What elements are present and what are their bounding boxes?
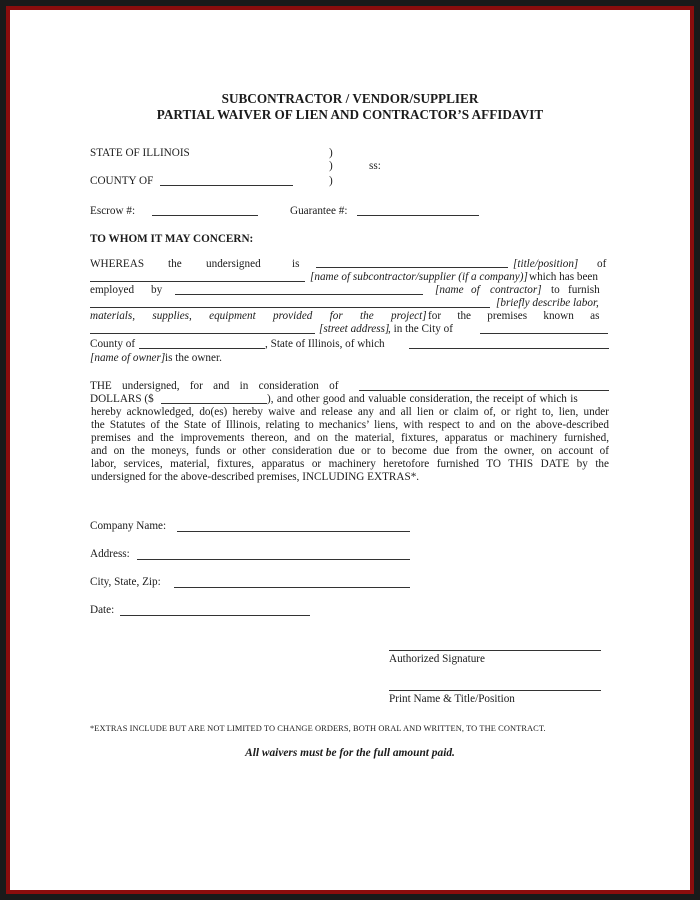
state-label: STATE OF ILLINOIS xyxy=(90,147,190,159)
by-word: by xyxy=(151,284,163,296)
amount-line[interactable] xyxy=(161,403,267,404)
para2-line5: premises and the improvements thereon, and on the material, fixtures, apparatus or machinery furnished, xyxy=(91,432,609,444)
furnish-word: furnish xyxy=(568,284,600,296)
guarantee-line[interactable] xyxy=(357,215,479,216)
briefly-hint: [briefly describe labor, xyxy=(496,297,599,309)
closing-statement: All waivers must be for the full amount paid. xyxy=(245,747,455,759)
escrow-label: Escrow #: xyxy=(90,205,136,217)
owner-hint: [name of owner] xyxy=(90,352,166,364)
street-hint: [street address] xyxy=(319,323,390,335)
city-state-zip-field[interactable] xyxy=(174,587,410,588)
of-hint: of xyxy=(471,284,480,296)
para2-line3: hereby acknowledged, do(es) hereby waive and release any and all lien or claim of, or right to, lien, under xyxy=(91,406,609,418)
undersigned-word: undersigned xyxy=(206,258,261,270)
dollars-text: DOLLARS ($ xyxy=(90,393,154,405)
guarantee-label: Guarantee #: xyxy=(290,205,348,217)
address-field[interactable] xyxy=(137,559,410,560)
escrow-line[interactable] xyxy=(152,215,258,216)
employed-word: employed xyxy=(90,284,135,296)
para2-line2: ), and other good and valuable consideration, the receipt of which is xyxy=(267,393,578,405)
to-word: to xyxy=(551,284,560,296)
name-hint: [name xyxy=(435,284,464,296)
contractor-hint: contractor] xyxy=(490,284,542,296)
premises-text: for the premises known as xyxy=(428,310,600,322)
of-word: of xyxy=(597,258,607,270)
para2-line1: THE undersigned, for and in consideration of xyxy=(90,380,339,392)
state-ill-text: , State of Illinois, of which xyxy=(265,338,385,350)
is-word: is xyxy=(292,258,300,270)
address-label: Address: xyxy=(90,548,130,560)
venue-paren-1: ) xyxy=(329,147,333,159)
title-line-2: PARTIAL WAIVER OF LIEN AND CONTRACTOR’S AFFIDAVIT xyxy=(156,107,544,122)
labor-line[interactable] xyxy=(90,307,490,308)
county-of-line[interactable] xyxy=(139,348,265,349)
date-label: Date: xyxy=(90,604,115,616)
subcontractor-hint: [name of subcontractor/supplier (if a company)] xyxy=(310,271,528,283)
print-name-line[interactable] xyxy=(389,690,601,691)
company-field[interactable] xyxy=(177,531,410,532)
venue-paren-3: ) xyxy=(329,175,333,187)
title-position-hint: [title/position] xyxy=(513,258,579,270)
document-page xyxy=(10,10,690,890)
street-line[interactable] xyxy=(90,333,315,334)
city-text: , in the City of xyxy=(388,323,453,335)
para2-line7: labor, services, material, fixtures, apparatus or machinery heretofore furnished TO THIS DATE by the xyxy=(91,458,609,470)
county-line[interactable] xyxy=(160,185,293,186)
which-has-been: which has been xyxy=(529,271,598,283)
date-field[interactable] xyxy=(120,615,310,616)
city-state-zip-label: City, State, Zip: xyxy=(90,576,161,588)
amount-words-line[interactable] xyxy=(359,390,609,391)
county-of-text: County of xyxy=(90,338,136,350)
extras-footnote: *EXTRAS INCLUDE BUT ARE NOT LIMITED TO CHANGE ORDERS, BOTH ORAL AND WRITTEN, TO THE CONTRACT. xyxy=(90,724,546,733)
para2-line6: and on the moneys, funds or other consideration due or to become due from the owner, on account of xyxy=(91,445,609,457)
undersigned-name-line[interactable] xyxy=(316,267,508,268)
whereas-word: WHEREAS xyxy=(90,258,145,270)
materials-hint: materials, supplies, equipment provided for the project] xyxy=(90,310,427,322)
county-label: COUNTY OF xyxy=(90,175,154,187)
is-owner-text: is the owner. xyxy=(165,352,222,364)
salutation: TO WHOM IT MAY CONCERN: xyxy=(90,233,254,245)
subcontractor-line[interactable] xyxy=(90,281,305,282)
title-line-1: SUBCONTRACTOR / VENDOR/SUPPLIER xyxy=(221,91,479,106)
print-name-label: Print Name & Title/Position xyxy=(389,693,515,705)
company-label: Company Name: xyxy=(90,520,167,532)
authorized-signature-label: Authorized Signature xyxy=(389,653,486,665)
ss-label: ss: xyxy=(369,160,381,172)
owner-line[interactable] xyxy=(409,348,609,349)
city-line[interactable] xyxy=(480,333,608,334)
signature-line[interactable] xyxy=(389,650,601,651)
venue-paren-2: ) xyxy=(329,160,333,172)
the-word: the xyxy=(168,258,182,270)
para2-line4: the Statutes of the State of Illinois, relating to mechanics’ liens, with respect to and on the above-described xyxy=(91,419,609,431)
para2-line8: undersigned for the above-described premises, INCLUDING EXTRAS*. xyxy=(91,471,420,483)
contractor-line[interactable] xyxy=(175,294,423,295)
